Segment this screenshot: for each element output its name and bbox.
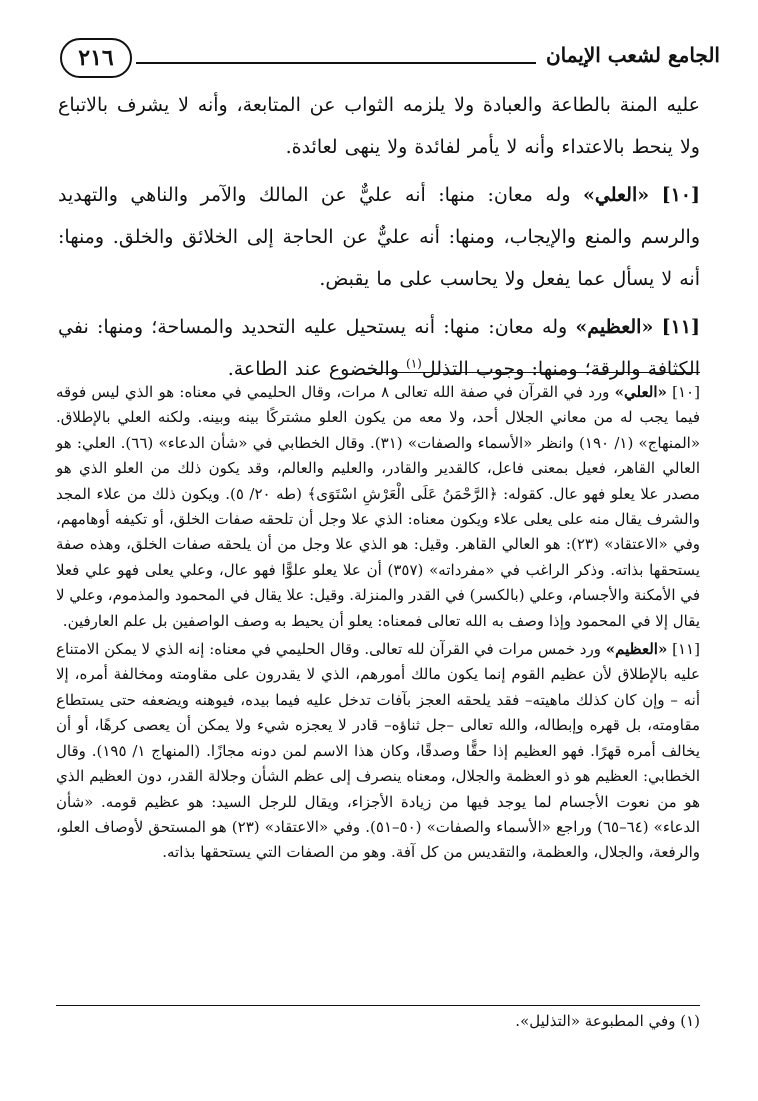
footnote: (١) وفي المطبوعة «التذليل». [515,1012,700,1030]
paragraph-number: [١٠] [661,184,700,206]
note-number: [١١] [672,640,700,659]
main-text [58,84,700,390]
book-title: الجامع لشعب الإيمان [536,40,720,70]
paragraph-number: [١١] [661,316,700,338]
page-header [60,38,720,82]
name-term: «العظيم» [575,316,654,338]
note-term: «العلي» [614,383,667,401]
footnote-marker: (١) [406,356,422,371]
note-text: ورد في القرآن في صفة الله تعالى ٨ مرات، وقال الحليمي في معناه: هو الذي ليس فوقه فيما يجب له من معاني الجلال أحد، ولا معه من يكون العلو مشتركًا بينه وبينه. ولكنه العلي بالإطلاق. «المنهاج» (١/ ١٩٠) وانظر «الأسماء والصفات» (٣١). وقال الخطابي في «شأن الدعاء» (٦٦). العلي: هو العالي القاهر، فعيل بمعنى فاعل، كالقدير والقادر، والعليم والعالم، وقد يكون ذلك من العلو الذي هو مصدر علا يعلو فهو عال. كقوله: ﴿الرَّحْمَنُ عَلَى الْعَرْشِ اسْتَوَى﴾ (طه ٢٠/ ٥). ويكون ذلك من علاء المجد والشرف يقال منه على يعلى علاء ويكون معناه: الذي علا وجل أن تلحقه صفات الخلق، أو تكيفه أوهامهم، وفي «الاعتقاد» (٢٣): هو العالي القاهر. وقيل: هو الذي علا وجل من أن يلحقه صفات الخلق، وهذه صفة يستحقها بذاته. وذكر الراغب في «مفرداته» (٣٥٧) أن علا يعلو علوًّا فهو عال، وعلي يعلى فهو علي فعلا في الأمكنة والأجسام، وعلي (بالكسر) في القدر والمنزلة. وقيل: علا يقال في المحمود والمذموم، وعلي لا يقال إلا في المحمود وإذا وصف به الله تعالى فمعناه: يعلو أن يحيط به وصف الواصفين بل علم العارفين. [56,383,701,630]
paragraph-11 [58,306,700,390]
note-term: «العظيم» [605,640,668,659]
page-number: ٢١٦ [60,38,132,78]
paragraph-10 [58,174,700,300]
separator-rule [364,372,700,373]
paragraph-text-end: والخضوع عند الطاعة. [227,358,399,380]
paragraph-text: وله معان: منها: أنه عليٌّ عن المالك والآمر والناهي والتهديد والرسم والمنع والإيجاب، ومنها: أنه عليٌّ عن الحاجة إلى الخلائق والخلق. ومنها: أنه لا يسأل عما يفعل ولا يحاسب على ما يقبض. [58,184,700,290]
note-10 [56,380,700,634]
note-text: ورد خمس مرات في القرآن لله تعالى. وقال الحليمي في معناه: إنه الذي لا يمكن الامتناع عليه بالإطلاق لأن عظيم القوم إنما يكون مالك أمورهم، الذي لا يقدرون على مقاومته ومخالفة أمره، إلا أنه – وإن كان كذلك ماهيته– فقد يلحقه العجز بآفات تدخل عليه فيما بيده، فيوهنه ويضعفه حتى يستطاع مقاومته، بل قهره وإبطاله، والله تعالى –جل ثناؤه– قادر لا يعجزه شيء ولا يمكن أن يعصى كرهًا، أو أن يخالف أمره قهرًا. فهو العظيم إذا حقًّا وصدقًا، وكان هذا الاسم لمن دونه مجازًا. (المنهاج ١/ ١٩٥). وقال الخطابي: العظيم هو ذو العظمة والجلال، ومعناه ينصرف إلى عظم الشأن وجلالة القدر، دون العظيم الذي هو من نعوت الأجسام لما يوجد فيها من زيادة الأجزاء، ويقال للرجل السيد: هو عظيم قومه. «شأن الدعاء» (٦٤–٦٥) وراجع «الأسماء والصفات» (٥٠–٥١). وفي «الاعتقاد» (٢٣) هو المستحق لأوصاف العلو، والرفعة، والجلال، والعظمة، والتقديس من كل آفة. وهو من الصفات التي يستحقها بذاته. [56,640,701,862]
paragraph-text: وله معان: منها: أنه يستحيل عليه التحديد والمساحة؛ ومنها: نفي الكثافة والرقة؛ ومنها: وجوب التذلل [58,316,700,380]
commentary [56,380,700,866]
name-term: «العلي» [583,184,650,206]
note-number: [١٠] [672,383,700,401]
intro-paragraph: عليه المنة بالطاعة والعبادة ولا يلزمه الثواب عن المتابعة، وأنه لا يشرف بالاتباع ولا ينحط بالاعتداء وأنه لا يأمر لفائدة ولا ينهى لعائدة. [58,94,700,158]
note-11 [56,637,700,866]
footnote-rule [56,1005,700,1006]
